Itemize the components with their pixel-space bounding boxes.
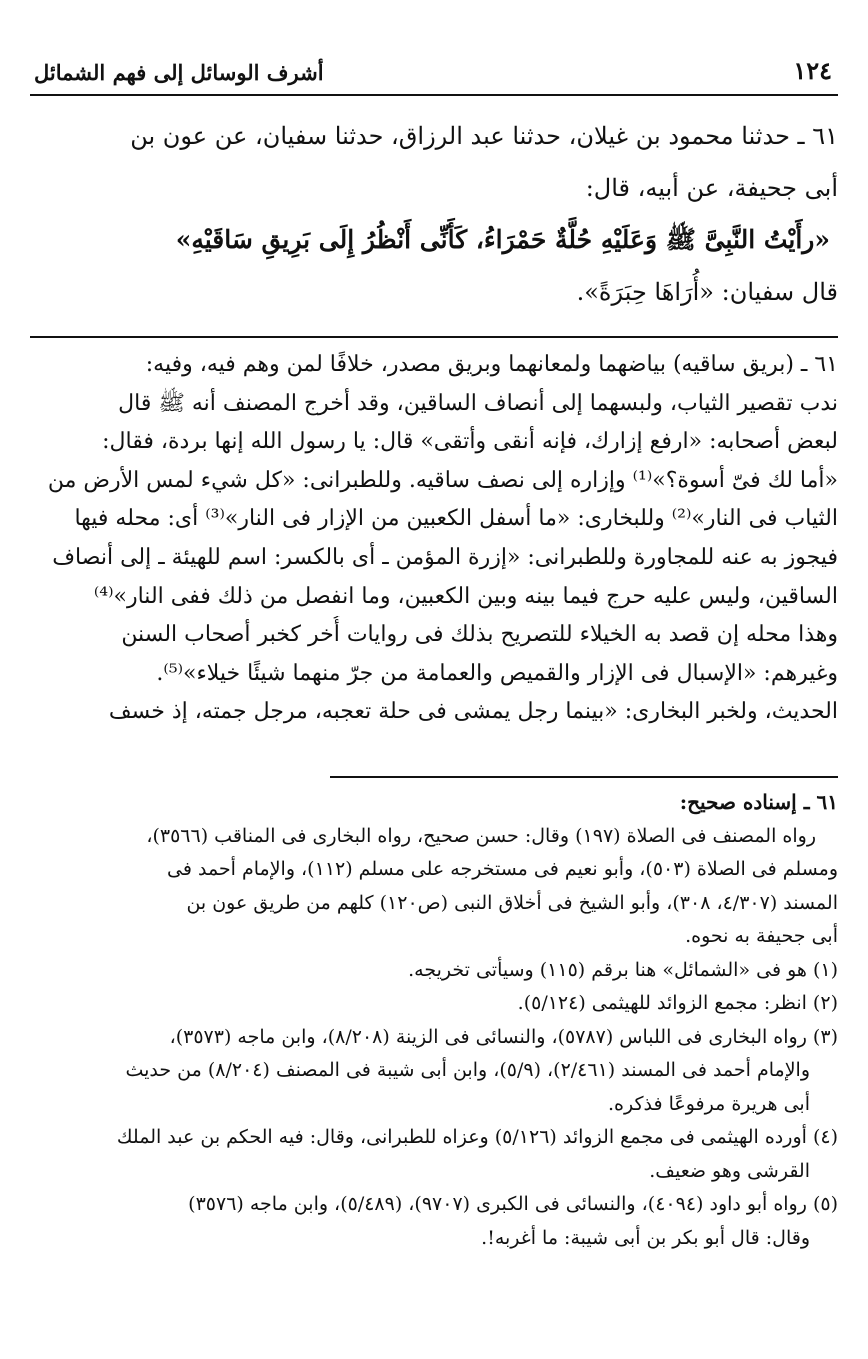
- commentary-line: وغيرهم: «الإسبال فى الإزار والقميص والعمامة من جرّ منهما شيئًا خيلاء»⁽⁵⁾.: [156, 660, 838, 686]
- footnote-3-cont: والإمام أحمد فى المسند (٢/٤٦١)، (٥/٩)، وابن أبى شيبة فى المصنف (٨/٢٠٤) من حديث: [125, 1059, 810, 1081]
- commentary-line: الساقين، وليس عليه حرج فيما بينه وبين الكعبين، وما انفصل من ذلك ففى النار»⁽⁴⁾: [93, 583, 838, 609]
- footnote-3: (٣) رواه البخارى فى اللباس (٥٧٨٧)، والنسائى فى الزينة (٨/٢٠٨)، وابن ماجه (٣٥٧٣)،: [169, 1025, 838, 1048]
- footnotes: [36, 786, 838, 1255]
- footnote-4-cont: القرشى وهو ضعيف.: [649, 1159, 810, 1182]
- footnote-1: (١) هو فى «الشمائل» هنا برقم (١١٥) وسيأتى تخريجه.: [408, 958, 838, 981]
- commentary-text: [36, 346, 838, 732]
- commentary-line: الحديث، ولخبر البخارى: «بينما رجل يمشى فى حلة تعجبه، مرجل جمته، إذ خسف: [108, 699, 838, 725]
- commentary-line: ندب تقصير الثياب، ولبسهما إلى أنصاف الساقين، وقد أخرج المصنف أنه ﷺ قال: [118, 390, 838, 416]
- hadith-matn: «رأَيْتُ النَّبِىَّ ﷺ وَعَلَيْهِ حُلَّةٌ حَمْرَاءُ، كَأَنِّى أَنْظُرُ إِلَى بَرِيقِ سَاقَيْهِ»: [175, 225, 830, 254]
- hadith-isnad-line: أبى جحيفة، عن أبيه، قال:: [585, 174, 838, 202]
- hadith-text: [36, 110, 838, 318]
- footnote-5: (٥) رواه أبو داود (٤٠٩٤)، والنسائى فى الكبرى (٩٧٠٧)، (٥/٤٨٩)، وابن ماجه (٣٥٧٦): [188, 1193, 838, 1215]
- page-header: [34, 56, 838, 90]
- footnote-4: (٤) أورده الهيثمى فى مجمع الزوائد (٥/١٢٦) وعزاه للطبرانى، وقال: فيه الحكم بن عبد الملك: [116, 1126, 838, 1148]
- footnote-line: رواه المصنف فى الصلاة (١٩٧) وقال: حسن صحيح، رواه البخارى فى المناقب (٣٥٦٦)،: [146, 824, 816, 847]
- hadith-sufyan-comment: قال سفيان: «أُرَاهَا حِبَرَةً».: [576, 278, 838, 306]
- footnote-line: المسند (٤/٣٠٧، ٣٠٨)، وأبو الشيخ فى أخلاق النبى (ص١٢٠) كلهم من طريق عون بن: [186, 891, 838, 914]
- commentary-line: «أما لك فىّ أسوة؟»⁽¹⁾ وإزاره إلى نصف ساقيه. وللطبرانى: «كل شيء لمس الأرض من: [47, 467, 838, 493]
- hadith-isnad-line: ٦١ ـ حدثنا محمود بن غيلان، حدثنا عبد الرزاق، حدثنا سفيان، عن عون بن: [130, 122, 838, 150]
- footnote-5-cont: وقال: قال أبو بكر بن أبى شيبة: ما أغربه!.: [481, 1226, 810, 1249]
- header-divider: [30, 94, 838, 96]
- commentary-line: الثياب فى النار»⁽²⁾ وللبخارى: «ما أسفل الكعبين من الإزار فى النار»⁽³⁾ أى: محله فيها: [74, 506, 838, 532]
- commentary-line: فيجوز به عنه للمجاورة وللطبرانى: «إزرة المؤمن ـ أى بالكسر: اسم للهيئة ـ إلى أنصاف: [52, 544, 838, 570]
- commentary-divider: [30, 336, 838, 338]
- running-title: أشرف الوسائل إلى فهم الشمائل: [34, 60, 324, 85]
- footnote-heading: ٦١ ـ إسناده صحيح:: [679, 790, 838, 814]
- footnote-line: ومسلم فى الصلاة (٥٠٣)، وأبو نعيم فى مستخرجه على مسلم (١١٢)، والإمام أحمد فى: [167, 858, 838, 880]
- footnote-line: أبى جحيفة به نحوه.: [685, 925, 838, 947]
- footnote-3-cont: أبى هريرة مرفوعًا فذكره.: [607, 1092, 810, 1115]
- footnote-2: (٢) انظر: مجمع الزوائد للهيثمى (٥/١٢٤).: [517, 992, 838, 1014]
- commentary-line: وهذا محله إن قصد به الخيلاء للتصريح بذلك فى روايات أُخر كخبر أصحاب السنن: [121, 622, 838, 648]
- footnote-divider: [330, 776, 838, 778]
- commentary-line: ٦١ ـ (بريق ساقيه) بياضهما ولمعانهما وبريق مصدر، خلافًا لمن وهم فيه، وفيه:: [145, 352, 838, 377]
- commentary-line: لبعض أصحابه: «ارفع إزارك، فإنه أنقى وأتقى» قال: يا رسول الله إنها بردة، فقال:: [102, 429, 838, 455]
- page-number: ١٢٤: [793, 56, 832, 85]
